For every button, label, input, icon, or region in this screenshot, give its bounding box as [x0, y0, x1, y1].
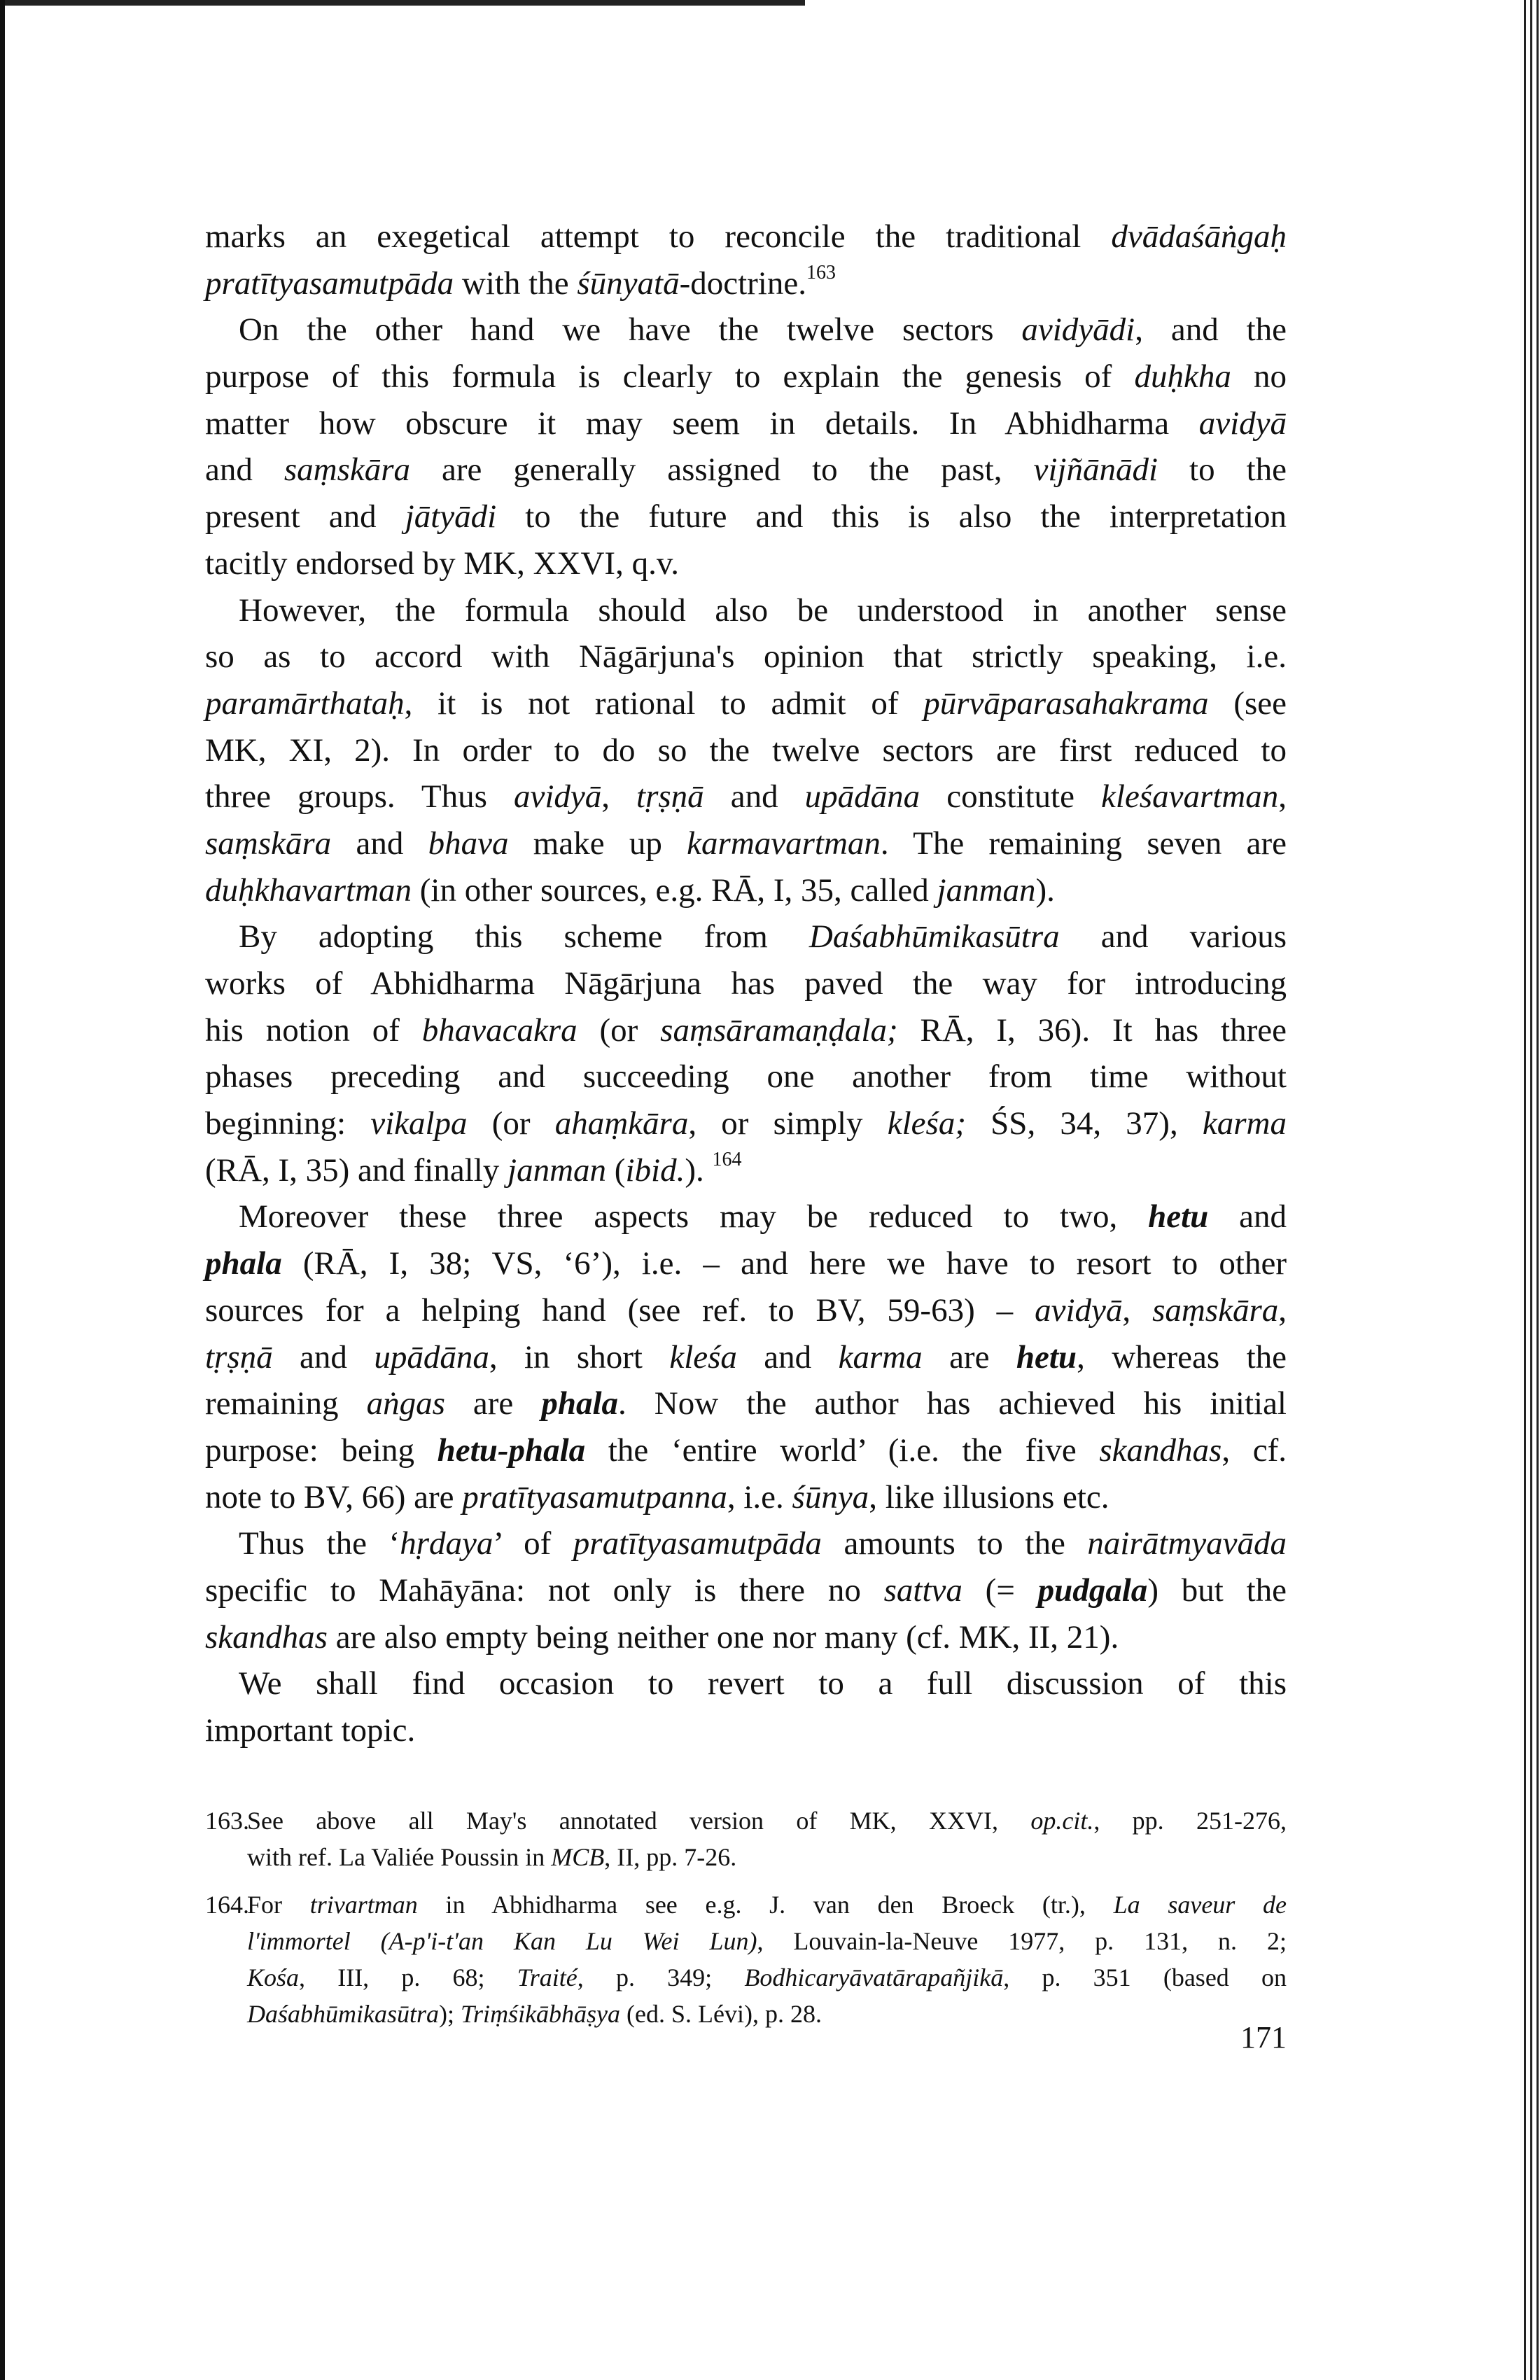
text-segment: phases preceding and succeeding one another from time without — [205, 1058, 1287, 1096]
text-line — [247, 1959, 1287, 1996]
text-segment: beginning: — [205, 1105, 371, 1142]
text-segment: karmavartman — [687, 825, 881, 862]
text-segment: nairātmyavāda — [1087, 1525, 1287, 1562]
text-segment: karma — [1202, 1105, 1287, 1142]
text-line — [247, 1802, 1287, 1839]
text-segment: On the other hand we have the twelve sectors — [239, 312, 1022, 349]
text-segment: (in other sources, e.g. RĀ, I, 35, called — [412, 872, 937, 909]
footnotes — [205, 1802, 1287, 2032]
text-line — [247, 1996, 1287, 2032]
text-line — [205, 540, 1287, 587]
text-segment: vijñānādi — [1033, 451, 1158, 489]
text-segment: (see — [1208, 685, 1287, 722]
text-line — [205, 1100, 1287, 1147]
text-segment: saṃskāra — [205, 825, 332, 862]
text-segment: (= — [962, 1572, 1038, 1609]
text-segment: constitute — [920, 778, 1102, 816]
page-number: 171 — [1240, 2020, 1287, 2054]
text-line — [205, 1054, 1287, 1100]
text-segment: are — [444, 1385, 542, 1422]
text-line — [205, 1614, 1287, 1661]
text-segment: , — [1278, 778, 1287, 816]
text-segment: , in short — [489, 1338, 670, 1376]
text-segment: purpose of this formula is clearly to explain the genesis of — [205, 358, 1135, 396]
text-segment: pūrvāparasahakrama — [923, 685, 1209, 722]
text-segment: avidyā — [513, 778, 602, 816]
text-segment: , whereas the — [1077, 1338, 1287, 1376]
body-text — [205, 214, 1287, 1754]
text-segment: janman — [937, 872, 1036, 909]
text-segment: avidyā — [1035, 1292, 1123, 1329]
text-line — [247, 1923, 1287, 1959]
text-segment: MCB — [551, 1843, 605, 1871]
text-segment: skandhas — [1099, 1432, 1222, 1469]
text-segment: ’ of — [493, 1525, 573, 1562]
text-segment: works of Abhidharma Nāgārjuna has paved the way for introducing — [205, 965, 1287, 1002]
text-segment: Bodhicaryāvatārapañjikā — [744, 1963, 1004, 1991]
text-segment: ŚS, 34, 37), — [965, 1105, 1203, 1142]
text-segment: hṛdaya — [400, 1525, 493, 1562]
text-segment: hetu-phala — [437, 1432, 586, 1469]
text-segment: karma — [838, 1338, 923, 1376]
text-segment: note to BV, 66) are — [205, 1478, 463, 1516]
text-line — [205, 1334, 1287, 1381]
text-segment: remaining — [205, 1385, 367, 1422]
text-segment: , pp. 251-276, — [1093, 1807, 1287, 1835]
text-segment: RĀ, I, 36). It has three — [897, 1011, 1287, 1049]
text-segment: specific to Mahāyāna: not only is there no — [205, 1572, 884, 1609]
text-segment: matter how obscure it may seem in details. In Abhidharma — [205, 405, 1199, 442]
text-segment: kleśa; — [887, 1105, 966, 1142]
footnote — [205, 1886, 1287, 2032]
text-segment: and — [1208, 1198, 1287, 1236]
text-segment: saṃsāramaṇḍala; — [660, 1011, 898, 1049]
text-segment: in Abhidharma see e.g. J. van den Broeck (tr.), — [417, 1891, 1114, 1919]
text-segment: śūnya — [792, 1478, 869, 1516]
text-segment: important topic. — [205, 1712, 416, 1749]
text-line — [247, 1886, 1287, 1923]
text-segment: tṛṣṇā — [205, 1338, 273, 1376]
text-segment: aṅgas — [366, 1385, 445, 1422]
text-line — [205, 1007, 1287, 1054]
scan-edge-left — [0, 0, 5, 2380]
text-line — [205, 960, 1287, 1007]
text-segment: Moreover these three aspects may be reduced to two, — [239, 1198, 1149, 1236]
text-line — [205, 1707, 1287, 1754]
text-segment: trivartman — [309, 1891, 418, 1919]
footnote-number: 163. — [205, 1807, 249, 1835]
text-line — [205, 1287, 1287, 1334]
text-segment: so as to accord with Nāgārjuna's opinion that strictly speaking, i.e. — [205, 638, 1287, 676]
text-segment: -doctrine. — [679, 265, 806, 302]
text-segment: La saveur de — [1113, 1891, 1287, 1919]
text-segment: (RĀ, I, 35) and finally — [205, 1152, 508, 1189]
text-line — [205, 820, 1287, 867]
text-segment: make up — [508, 825, 687, 862]
text-line — [205, 1474, 1287, 1521]
text-segment: no — [1231, 358, 1287, 396]
text-segment: pudgala — [1037, 1572, 1148, 1609]
text-line — [205, 913, 1287, 960]
text-segment: bhavacakra — [421, 1011, 578, 1049]
footnote-number: 164. — [205, 1891, 249, 1919]
text-segment: are — [922, 1338, 1016, 1376]
text-segment: kleśavartman — [1101, 778, 1279, 816]
text-segment: , III, p. 68; — [299, 1963, 517, 1991]
text-segment: to the future and this is also the interpretation — [496, 498, 1287, 536]
text-line — [205, 1520, 1287, 1567]
text-segment: tacitly endorsed by MK, XXVI, q.v. — [205, 545, 680, 582]
text-segment: and — [205, 451, 284, 489]
text-segment: are also empty being neither one nor many (cf. MK, II, 21). — [327, 1618, 1119, 1656]
text-segment: are generally assigned to the past, — [410, 451, 1034, 489]
text-segment: . Now the author has achieved his initial — [618, 1385, 1287, 1422]
text-segment: with ref. La Valiée Poussin in — [247, 1843, 552, 1871]
text-segment: ( — [606, 1152, 626, 1189]
text-segment: skandhas — [205, 1618, 328, 1656]
text-segment: ahaṃkāra — [554, 1105, 689, 1142]
text-line — [205, 1380, 1287, 1427]
text-segment: his notion of — [205, 1011, 422, 1049]
text-segment: , i.e. — [727, 1478, 792, 1516]
text-segment: present and — [205, 498, 405, 536]
text-segment: pratītyasamutpāda — [573, 1525, 822, 1562]
text-line — [205, 867, 1287, 914]
text-segment: and — [272, 1338, 374, 1376]
text-segment: , — [1278, 1292, 1287, 1329]
text-segment: phala — [541, 1385, 619, 1422]
text-segment: hetu — [1148, 1198, 1209, 1236]
text-line — [205, 680, 1287, 727]
footnote-reference: 163 — [806, 261, 836, 284]
text-segment: avidyādi — [1021, 312, 1135, 349]
text-line — [205, 1240, 1287, 1287]
text-segment: l'immortel (A-p'i-t'an Kan Lu Wei Lun) — [247, 1927, 757, 1955]
text-segment: Triṃśikābhāṣya — [461, 2000, 621, 2028]
text-segment: Daśabhūmikasūtra — [808, 918, 1060, 955]
text-segment: bhava — [428, 825, 509, 862]
text-segment: amounts to the — [821, 1525, 1088, 1562]
text-segment: , p. 351 (based on — [1003, 1963, 1287, 1991]
text-line — [205, 214, 1287, 260]
text-segment: dvādaśāṅgaḥ — [1111, 218, 1287, 255]
text-segment: tṛṣṇā — [636, 778, 704, 816]
text-segment: See above all May's annotated version of MK, XXVI, — [247, 1807, 1031, 1835]
text-segment: hetu — [1016, 1338, 1077, 1376]
footnote — [205, 1802, 1287, 1875]
text-segment: By adopting this scheme from — [239, 918, 809, 955]
text-line — [205, 1194, 1287, 1240]
text-segment: and — [704, 778, 805, 816]
text-segment: and various — [1059, 918, 1287, 955]
text-segment: However, the formula should also be understood in another sense — [239, 592, 1287, 629]
text-segment: duḥkhavartman — [205, 872, 412, 909]
text-segment: Kośa — [247, 1963, 300, 1991]
text-segment: ); — [439, 2000, 461, 2028]
text-segment: vikalpa — [370, 1105, 468, 1142]
text-segment: avidyā — [1198, 405, 1287, 442]
text-line — [205, 774, 1287, 820]
text-segment: We shall find occasion to revert to a full discussion of this — [239, 1665, 1287, 1702]
text-segment: op.cit. — [1030, 1807, 1094, 1835]
text-segment: , — [601, 778, 637, 816]
text-segment: saṃskāra — [1152, 1292, 1279, 1329]
text-segment: with the — [454, 265, 578, 302]
text-segment: (or — [467, 1105, 555, 1142]
text-segment: , cf. — [1222, 1432, 1287, 1469]
text-segment: paramārthataḥ — [205, 685, 405, 722]
text-segment: and — [736, 1338, 839, 1376]
text-line — [205, 634, 1287, 680]
text-segment: (or — [577, 1011, 661, 1049]
text-segment: ibid. — [625, 1152, 685, 1189]
text-segment: pratītyasamutpāda — [205, 265, 454, 302]
text-segment: upādāna — [374, 1338, 489, 1376]
text-segment: , or simply — [688, 1105, 888, 1142]
text-segment: Daśabhūmikasūtra — [247, 2000, 440, 2028]
text-segment: jātyādi — [405, 498, 497, 536]
text-segment: saṃskāra — [284, 451, 411, 489]
text-line — [205, 1567, 1287, 1614]
text-line — [205, 1660, 1287, 1707]
text-segment: duḥkha — [1134, 358, 1231, 396]
text-segment: janman — [507, 1152, 607, 1189]
text-line — [205, 447, 1287, 493]
text-segment: to the — [1158, 451, 1287, 489]
text-segment: marks an exegetical attempt to reconcile the traditional — [205, 218, 1112, 255]
text-segment: upādāna — [804, 778, 920, 816]
footnote-reference: 164 — [712, 1148, 742, 1170]
text-segment: ). — [685, 1152, 713, 1189]
text-line — [205, 587, 1287, 634]
text-segment: For — [247, 1891, 310, 1919]
text-line — [205, 727, 1287, 774]
text-segment: , and the — [1135, 312, 1287, 349]
text-segment: (ed. S. Lévi), p. 28. — [620, 2000, 822, 2028]
text-segment: Thus the ‘ — [239, 1525, 400, 1562]
text-segment: , II, pp. 7-26. — [604, 1843, 737, 1871]
text-segment: ). — [1035, 872, 1055, 909]
scan-edge-top — [0, 0, 805, 6]
text-segment: sattva — [883, 1572, 962, 1609]
text-segment: ) but the — [1147, 1572, 1287, 1609]
text-segment: the ‘entire world’ (i.e. the five — [585, 1432, 1100, 1469]
text-segment: (RĀ, I, 38; VS, ‘6’), i.e. – and here we have to resort to other — [281, 1245, 1287, 1282]
text-segment: MK, XI, 2). In order to do so the twelve sectors are first reduced to — [205, 732, 1287, 769]
text-segment: , like illusions etc. — [869, 1478, 1110, 1516]
text-line — [205, 493, 1287, 540]
text-line — [205, 1427, 1287, 1474]
text-segment: kleśa — [669, 1338, 737, 1376]
text-line — [205, 1147, 1287, 1194]
text-segment: pratītyasamutpanna — [462, 1478, 727, 1516]
text-line — [247, 1839, 1287, 1875]
text-segment: , Louvain-la-Neuve 1977, p. 131, n. 2; — [757, 1927, 1287, 1955]
text-line — [205, 260, 1287, 307]
text-segment: Traité — [517, 1963, 578, 1991]
text-segment: purpose: being — [205, 1432, 438, 1469]
text-segment: . The remaining seven are — [880, 825, 1287, 862]
text-segment: phala — [205, 1245, 282, 1282]
scan-edge-right — [1522, 0, 1540, 2380]
text-segment: , it is not rational to admit of — [404, 685, 924, 722]
text-segment: , p. 349; — [577, 1963, 745, 1991]
text-segment: śūnyatā — [577, 265, 680, 302]
text-line — [205, 400, 1287, 447]
text-line — [205, 354, 1287, 400]
text-segment: sources for a helping hand (see ref. to BV, 59-63) – — [205, 1292, 1035, 1329]
text-segment: , — [1122, 1292, 1153, 1329]
text-line — [205, 307, 1287, 354]
text-segment: three groups. Thus — [205, 778, 514, 816]
text-segment: and — [331, 825, 428, 862]
